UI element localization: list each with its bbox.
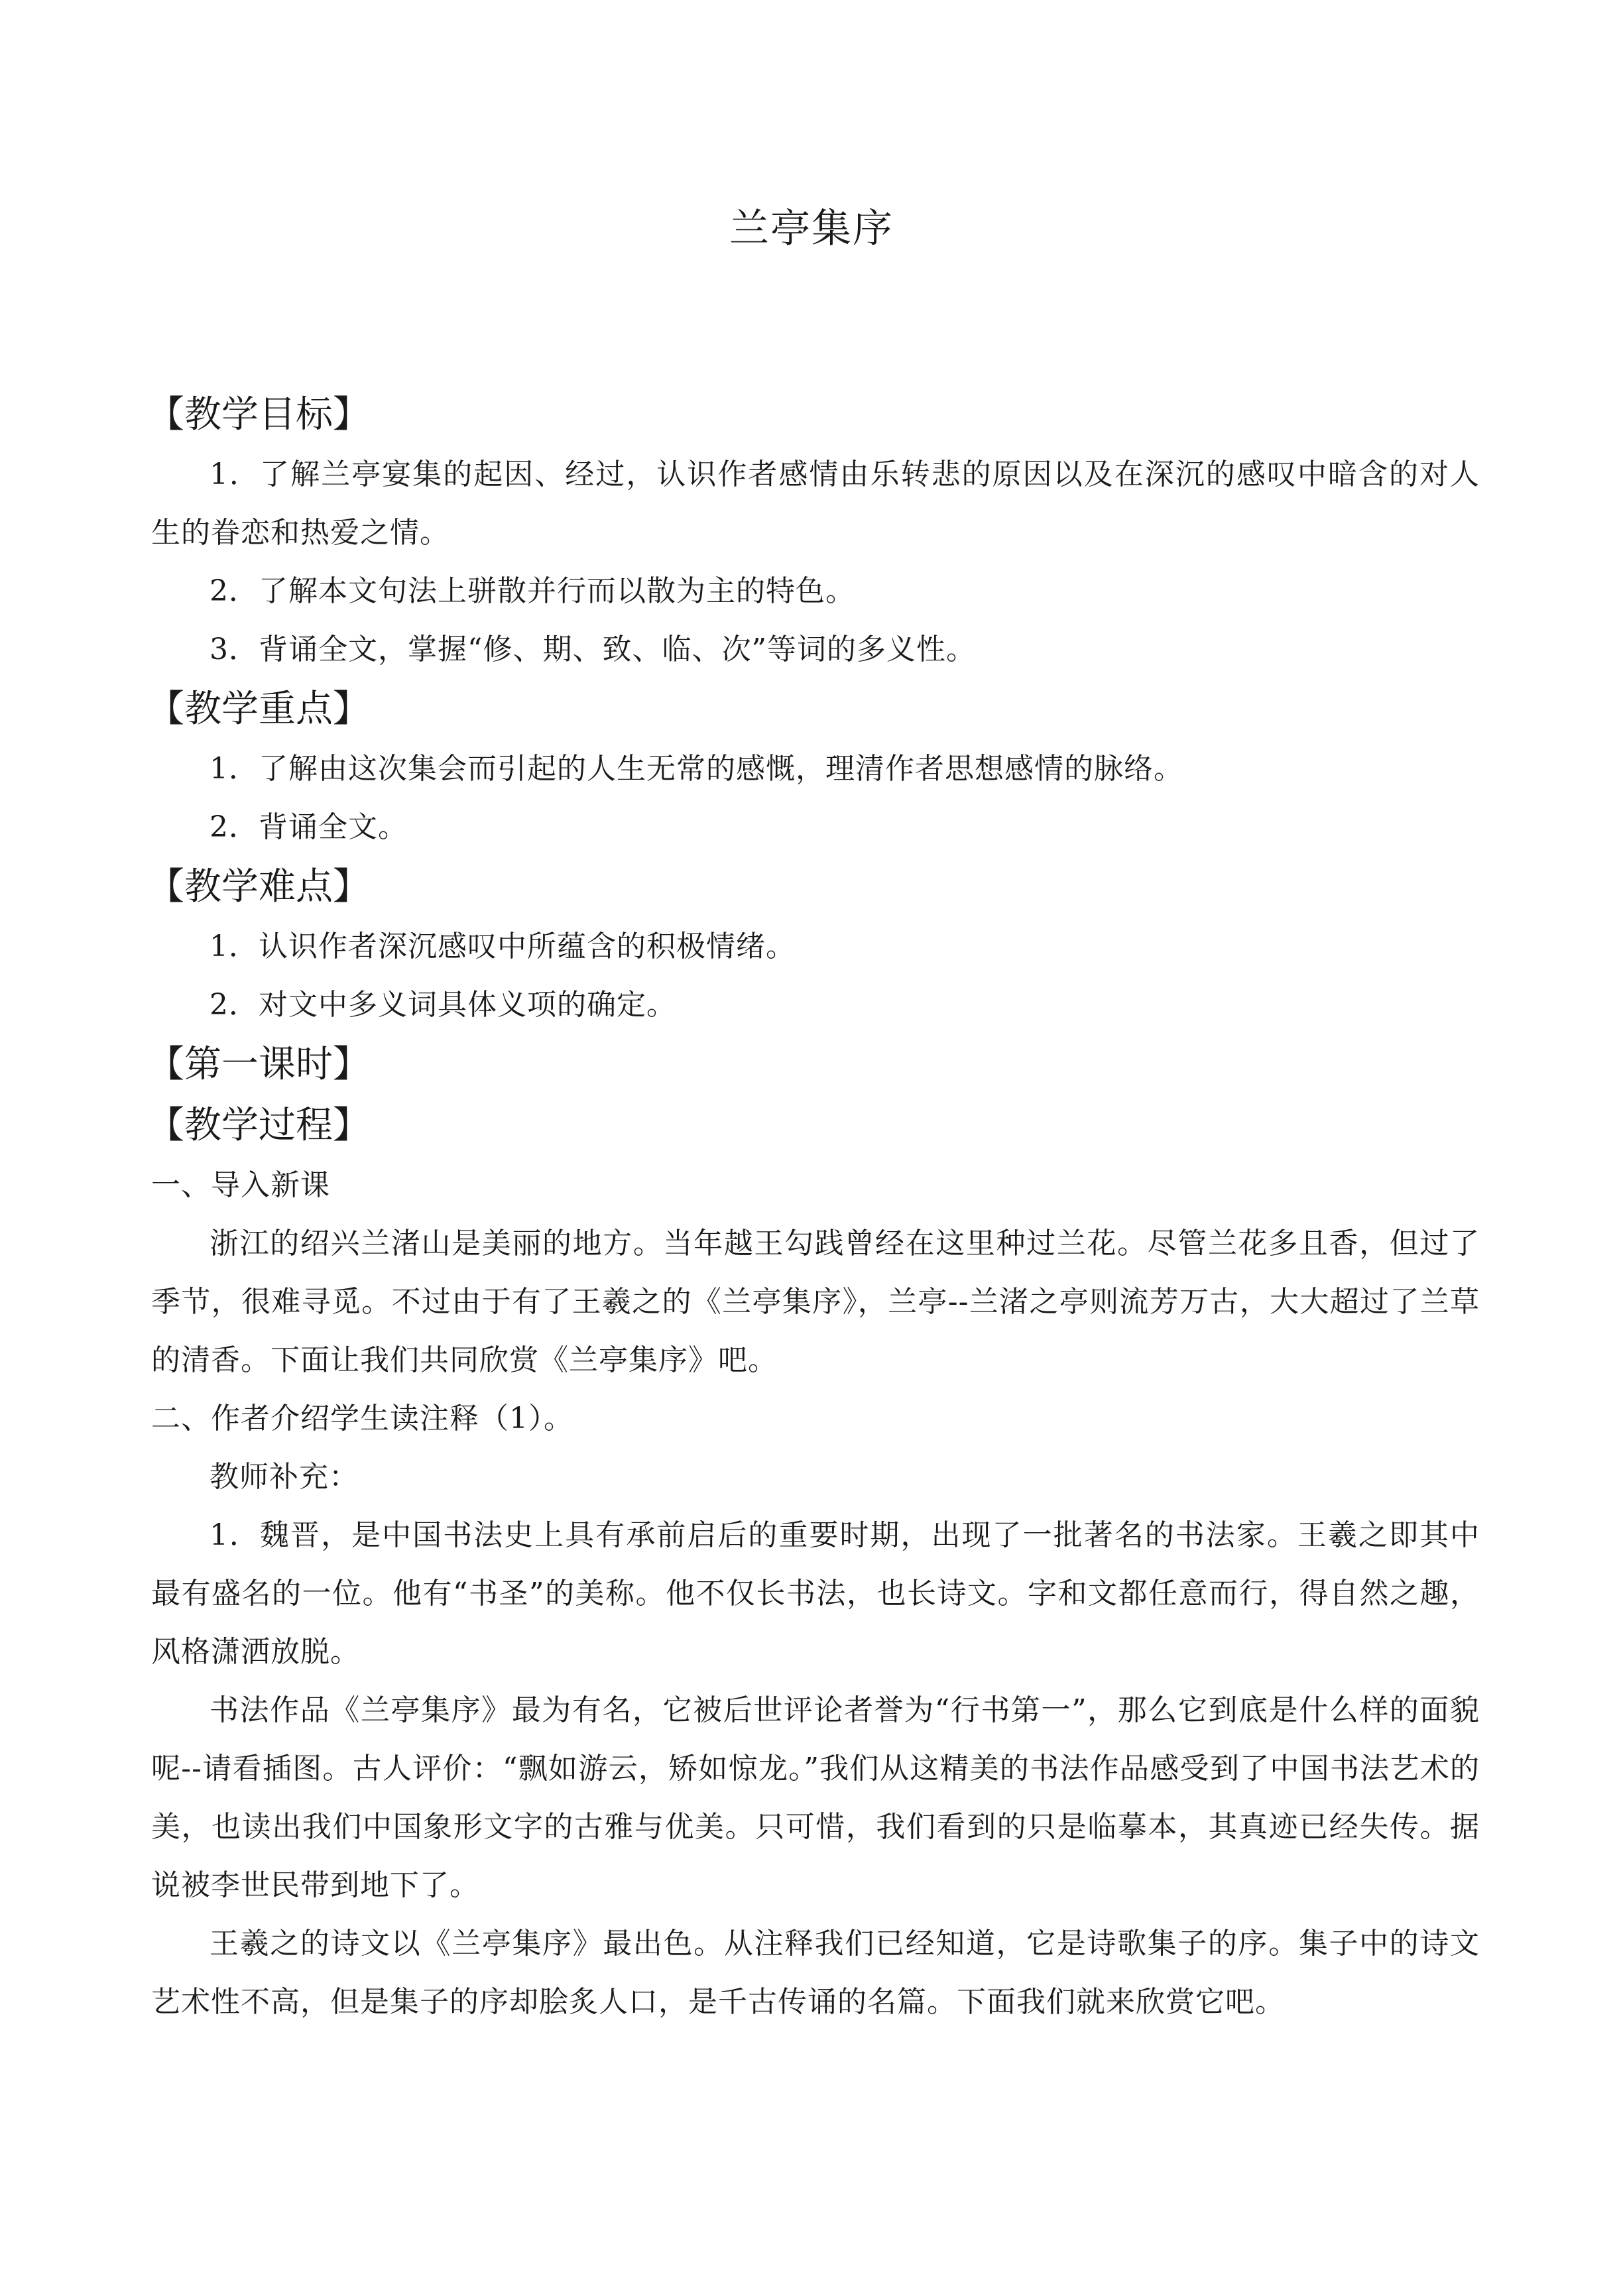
lesson-heading: 【第一课时】 [147,1043,370,1086]
objective-item-2: 2．了解本文句法上骈散并行而以散为主的特色。 [210,574,855,608]
difficulty-item-2: 2．对文中多义词具体义项的确定。 [210,988,676,1022]
difficulties-heading: 【教学难点】 [147,865,370,908]
section-2-title: 二、作者介绍学生读注释（1）。 [151,1402,573,1435]
section-1-title: 一、导入新课 [151,1168,330,1202]
process-heading: 【教学过程】 [147,1104,370,1147]
objective-item-3: 3．背诵全文，掌握“修、期、致、临、次”等词的多义性。 [210,633,976,666]
author-paragraph-2: 书法作品《兰亭集序》最为有名，它被后世评论者誉为“行书第一”，那么它到底是什么样的面貌呢--请看插图。古人评价：“飘如游云，矫如惊龙。”我们从这精美的书法作品感受到了中国书法艺术的美，也读出我们中国象形文字的古雅与优美。只可惜，我们看到的只是临摹本，其真迹已经失传。据说被李世民带到地下了。 [151,1693,1480,1902]
objectives-heading: 【教学目标】 [147,393,370,436]
document-body [147,385,1480,2031]
key-point-item-1: 1．了解由这次集会而引起的人生无常的感慨，理清作者思想感情的脉络。 [210,752,1183,786]
difficulty-item-1: 1．认识作者深沉感叹中所蕴含的积极情绪。 [210,930,796,963]
key-point-item-2: 2．背诵全文。 [210,810,408,844]
author-paragraph-3: 王羲之的诗文以《兰亭集序》最出色。从注释我们已经知道，它是诗歌集子的序。集子中的诗文艺术性不高，但是集子的序却脍炙人口，是千古传诵的名篇。下面我们就来欣赏它吧。 [151,1927,1480,2019]
author-paragraph-1: 1．魏晋，是中国书法史上具有承前启后的重要时期，出现了一批著名的书法家。王羲之即其中最有盛名的一位。他有“书圣”的美称。他不仅长书法，也长诗文。字和文都任意而行，得自然之趣，风格潇洒放脱。 [151,1518,1480,1669]
key-points-heading: 【教学重点】 [147,688,370,731]
supplement-label: 教师补充： [210,1460,359,1494]
objective-item-1: 1．了解兰亭宴集的起因、经过，认识作者感情由乐转悲的原因以及在深沉的感叹中暗含的对人生的眷恋和热爱之情。 [151,457,1480,550]
page-title: 兰亭集序 [729,206,894,252]
section-1-paragraph: 浙江的绍兴兰渚山是美丽的地方。当年越王勾践曾经在这里种过兰花。尽管兰花多且香，但过了季节，很难寻觅。不过由于有了王羲之的《兰亭集序》，兰亭--兰渚之亭则流芳万古，大大超过了兰草的清香。下面让我们共同欣赏《兰亭集序》吧。 [151,1227,1480,1377]
